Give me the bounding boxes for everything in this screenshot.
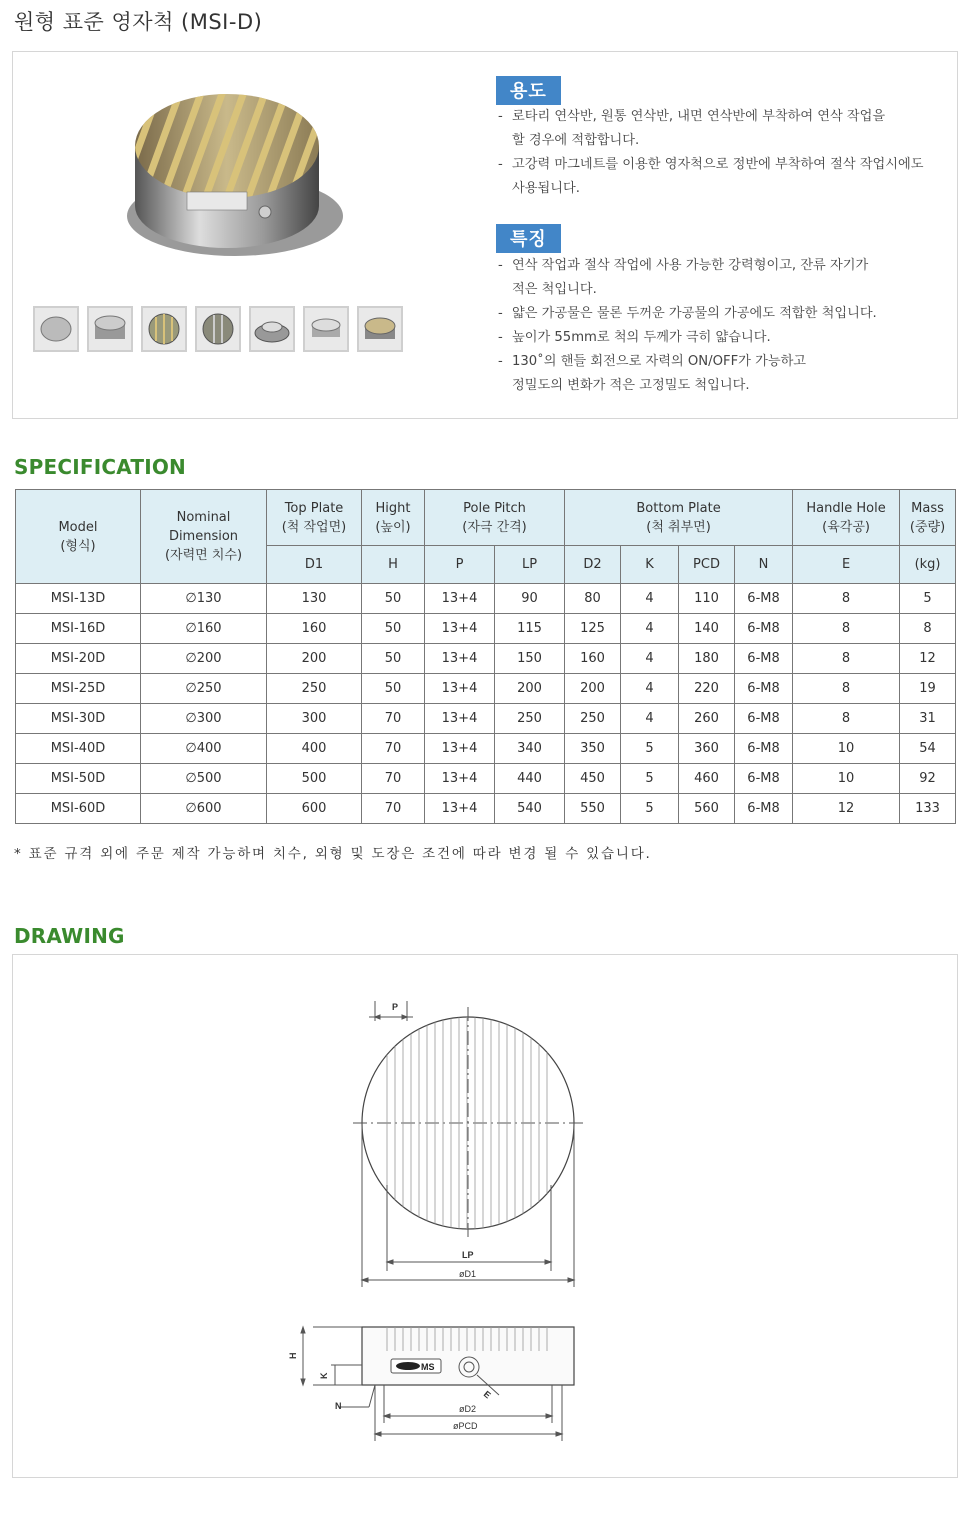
- table-cell: 500: [267, 764, 362, 794]
- table-cell: 160: [565, 644, 621, 674]
- table-cell: MSI-40D: [16, 734, 141, 764]
- drawing-panel: [12, 954, 958, 1478]
- table-cell: 8: [793, 704, 900, 734]
- table-cell: 250: [267, 674, 362, 704]
- feature-item: - 연삭 작업과 절삭 작업에 사용 가능한 강력형이고, 잔류 자기가 적은 척입니다.: [498, 258, 869, 297]
- table-cell: ∅500: [141, 764, 267, 794]
- table-cell: 180: [679, 644, 735, 674]
- table-cell: 560: [679, 794, 735, 824]
- table-cell: 13+4: [425, 764, 495, 794]
- table-cell: 6-M8: [735, 794, 793, 824]
- table-cell: 6-M8: [735, 644, 793, 674]
- table-cell: 115: [495, 614, 565, 644]
- table-cell: 13+4: [425, 614, 495, 644]
- table-cell: 10: [793, 764, 900, 794]
- table-cell: 70: [362, 734, 425, 764]
- feature-item: - 높이가 55mm로 척의 두께가 극히 얇습니다.: [498, 330, 771, 345]
- col-nominal: Nominal Dimension (자력면 치수): [141, 490, 267, 584]
- specification-heading: SPECIFICATION: [14, 455, 186, 479]
- table-cell: 125: [565, 614, 621, 644]
- specification-table: [15, 489, 956, 824]
- table-cell: 350: [565, 734, 621, 764]
- table-cell: 13+4: [425, 644, 495, 674]
- col-mass: Mass (중량): [900, 490, 956, 546]
- sub-header: D1: [267, 546, 362, 584]
- col-bottom-plate: Bottom Plate (척 취부면): [565, 490, 793, 546]
- technical-drawing: [13, 955, 959, 1479]
- thumbnail-5[interactable]: [249, 306, 295, 352]
- thumbnail-6[interactable]: [303, 306, 349, 352]
- table-cell: MSI-60D: [16, 794, 141, 824]
- table-cell: 5: [621, 794, 679, 824]
- table-cell: 600: [267, 794, 362, 824]
- table-row: [16, 614, 956, 644]
- thumbnail-2[interactable]: [87, 306, 133, 352]
- features-list: [498, 254, 948, 398]
- table-cell: 200: [495, 674, 565, 704]
- feature-item: - 130˚의 핸들 회전으로 자력의 ON/OFF가 가능하고 정밀도의 변화가 적은 고정밀도 척입니다.: [498, 354, 807, 393]
- features-heading: 특징: [496, 224, 561, 253]
- table-cell: 8: [793, 644, 900, 674]
- sub-header: K: [621, 546, 679, 584]
- thumbnail-3[interactable]: [141, 306, 187, 352]
- thumbnail-4[interactable]: [195, 306, 241, 352]
- table-cell: 50: [362, 584, 425, 614]
- table-row: [16, 764, 956, 794]
- feature-item: - 얇은 가공물은 물론 두꺼운 가공물의 가공에도 적합한 척입니다.: [498, 306, 877, 321]
- col-pole-pitch: Pole Pitch (자극 간격): [425, 490, 565, 546]
- table-cell: 6-M8: [735, 674, 793, 704]
- product-main-photo: [117, 88, 349, 263]
- table-cell: 13+4: [425, 704, 495, 734]
- table-cell: 13+4: [425, 794, 495, 824]
- table-row: [16, 584, 956, 614]
- sub-header: (kg): [900, 546, 956, 584]
- drawing-heading: DRAWING: [14, 924, 125, 948]
- table-cell: 50: [362, 614, 425, 644]
- sub-header: PCD: [679, 546, 735, 584]
- table-cell: 5: [621, 734, 679, 764]
- table-body: [16, 584, 956, 824]
- table-cell: MSI-30D: [16, 704, 141, 734]
- table-row: [16, 644, 956, 674]
- table-cell: 13+4: [425, 584, 495, 614]
- label-h: H: [288, 1352, 298, 1359]
- table-cell: 130: [267, 584, 362, 614]
- table-cell: 200: [267, 644, 362, 674]
- thumbnail-strip: [33, 306, 403, 352]
- table-row: [16, 794, 956, 824]
- table-cell: 70: [362, 704, 425, 734]
- sub-header: D2: [565, 546, 621, 584]
- table-cell: 6-M8: [735, 734, 793, 764]
- table-cell: 19: [900, 674, 956, 704]
- col-hight: Hight (높이): [362, 490, 425, 546]
- table-cell: 250: [565, 704, 621, 734]
- table-cell: 6-M8: [735, 764, 793, 794]
- table-cell: 4: [621, 704, 679, 734]
- table-row: [16, 734, 956, 764]
- table-cell: 13+4: [425, 674, 495, 704]
- table-cell: MSI-25D: [16, 674, 141, 704]
- table-cell: 50: [362, 644, 425, 674]
- table-row: [16, 704, 956, 734]
- table-cell: 360: [679, 734, 735, 764]
- table-cell: 8: [900, 614, 956, 644]
- table-cell: 8: [793, 584, 900, 614]
- thumbnail-7[interactable]: [357, 306, 403, 352]
- sub-header: E: [793, 546, 900, 584]
- table-cell: 220: [679, 674, 735, 704]
- table-cell: 80: [565, 584, 621, 614]
- usage-item: - 로타리 연삭반, 원통 연삭반, 내면 연삭반에 부착하여 연삭 작업을 할 경우에 적합합니다.: [498, 109, 886, 148]
- table-cell: 10: [793, 734, 900, 764]
- table-cell: 150: [495, 644, 565, 674]
- label-n: N: [335, 1401, 342, 1411]
- table-cell: 5: [900, 584, 956, 614]
- table-cell: 70: [362, 764, 425, 794]
- table-cell: ∅600: [141, 794, 267, 824]
- table-cell: 250: [495, 704, 565, 734]
- sub-header: N: [735, 546, 793, 584]
- table-cell: MSI-50D: [16, 764, 141, 794]
- label-e: E: [481, 1388, 493, 1401]
- table-cell: ∅200: [141, 644, 267, 674]
- table-cell: 460: [679, 764, 735, 794]
- table-cell: 12: [900, 644, 956, 674]
- table-cell: 54: [900, 734, 956, 764]
- table-cell: 4: [621, 644, 679, 674]
- table-cell: 300: [267, 704, 362, 734]
- table-cell: 6-M8: [735, 584, 793, 614]
- table-cell: 5: [621, 764, 679, 794]
- table-cell: MSI-13D: [16, 584, 141, 614]
- table-cell: 8: [793, 674, 900, 704]
- col-model: Model (형식): [16, 490, 141, 584]
- table-cell: 70: [362, 794, 425, 824]
- table-cell: 4: [621, 584, 679, 614]
- label-d1: øD1: [459, 1269, 477, 1279]
- table-cell: 140: [679, 614, 735, 644]
- table-cell: 160: [267, 614, 362, 644]
- table-cell: 31: [900, 704, 956, 734]
- table-cell: MSI-20D: [16, 644, 141, 674]
- table-cell: 540: [495, 794, 565, 824]
- table-cell: 4: [621, 674, 679, 704]
- page-title: 원형 표준 영자척 (MSI-D): [14, 10, 263, 34]
- label-p: P: [392, 1002, 399, 1012]
- table-cell: 450: [565, 764, 621, 794]
- table-cell: 13+4: [425, 734, 495, 764]
- table-cell: 92: [900, 764, 956, 794]
- col-handle-hole: Handle Hole (육각공): [793, 490, 900, 546]
- table-cell: 133: [900, 794, 956, 824]
- usage-list: [498, 105, 948, 201]
- table-cell: ∅160: [141, 614, 267, 644]
- table-cell: 50: [362, 674, 425, 704]
- table-cell: ∅250: [141, 674, 267, 704]
- table-cell: ∅130: [141, 584, 267, 614]
- table-cell: 90: [495, 584, 565, 614]
- table-cell: 200: [565, 674, 621, 704]
- table-cell: 110: [679, 584, 735, 614]
- sub-header: P: [425, 546, 495, 584]
- table-row: [16, 674, 956, 704]
- table-cell: 4: [621, 614, 679, 644]
- ms-logo: MS: [421, 1362, 435, 1372]
- label-pcd: øPCD: [453, 1421, 478, 1431]
- sub-header: H: [362, 546, 425, 584]
- sub-header: LP: [495, 546, 565, 584]
- col-top-plate: Top Plate (척 작업면): [267, 490, 362, 546]
- table-cell: 6-M8: [735, 704, 793, 734]
- table-cell: 440: [495, 764, 565, 794]
- table-cell: 550: [565, 794, 621, 824]
- table-cell: 12: [793, 794, 900, 824]
- table-cell: ∅300: [141, 704, 267, 734]
- table-cell: 400: [267, 734, 362, 764]
- table-cell: 260: [679, 704, 735, 734]
- table-cell: 8: [793, 614, 900, 644]
- label-d2: øD2: [459, 1404, 477, 1414]
- table-cell: ∅400: [141, 734, 267, 764]
- label-k: K: [319, 1372, 329, 1379]
- label-lp: LP: [462, 1250, 474, 1260]
- spec-note: * 표준 규격 외에 주문 제작 가능하며 치수, 외형 및 도장은 조건에 따라 변경 될 수 있습니다.: [14, 846, 652, 862]
- usage-item: - 고강력 마그네트를 이용한 영자척으로 정반에 부착하여 절삭 작업시에도 사용됩니다.: [498, 157, 924, 196]
- table-cell: MSI-16D: [16, 614, 141, 644]
- thumbnail-1[interactable]: [33, 306, 79, 352]
- table-header-row: [16, 490, 956, 546]
- usage-heading: 용도: [496, 76, 561, 105]
- table-cell: 6-M8: [735, 614, 793, 644]
- table-cell: 340: [495, 734, 565, 764]
